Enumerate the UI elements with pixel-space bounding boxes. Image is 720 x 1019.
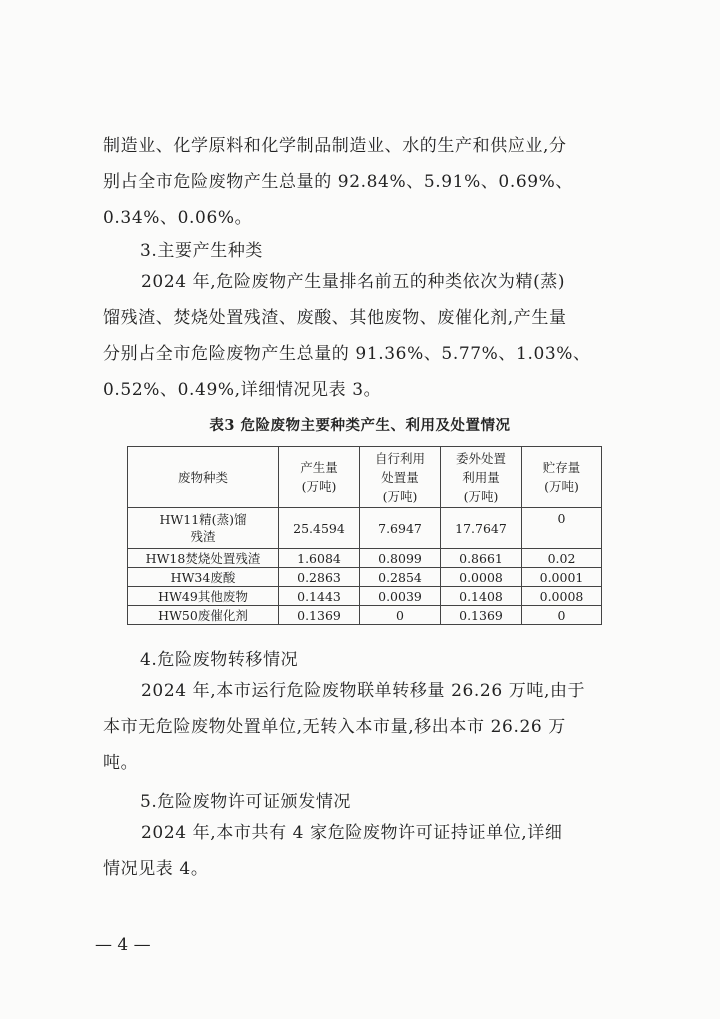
section-3-heading: 3.主要产生种类 [140,241,264,261]
text-line: 制造业、化学原料和化学制品制造业、水的生产和供应业,分 [103,136,567,156]
table-cell: 0.02 [522,549,602,568]
table-cell: 0.2854 [360,568,441,587]
column-header: 废物种类 [128,447,279,508]
column-header: 委外处置 利用量 (万吨) [441,447,522,508]
text-line: 别占全市危险废物产生总量的 92.84%、5.91%、0.69%、 [103,172,574,192]
text-line: 本市无危险废物处置单位,无转入本市量,移出本市 26.26 万 [103,717,566,737]
table-row [128,508,602,549]
text-line: 2024 年,本市运行危险废物联单转移量 26.26 万吨,由于 [141,681,586,701]
table-cell: 0.0008 [522,587,602,606]
table-cell: HW18焚烧处置残渣 [128,549,279,568]
table-3 [127,446,602,625]
table-cell: 0.8099 [360,549,441,568]
section-5-heading: 5.危险废物许可证颁发情况 [140,792,352,812]
table-3-caption: 表3 危险废物主要种类产生、利用及处置情况 [209,417,511,434]
section-4-paragraph [103,673,633,781]
table-cell: HW11精(蒸)馏 残渣 [128,508,279,549]
table-cell: 0.1369 [279,606,360,625]
table-cell: 0.1408 [441,587,522,606]
text-line: 2024 年,危险废物产生量排名前五的种类依次为精(蒸) [141,272,566,292]
text-line: 情况见表 4。 [103,859,209,879]
table-cell: 25.4594 [279,508,360,549]
text-line: 0.52%、0.49%,详细情况见表 3。 [103,380,382,400]
section-5-paragraph [103,815,633,887]
text-line: 分别占全市危险废物产生总量的 91.36%、5.77%、1.03%、 [103,344,591,364]
table-cell: HW50废催化剂 [128,606,279,625]
table-cell: 0.8661 [441,549,522,568]
table-cell: 7.6947 [360,508,441,549]
table-cell: 0 [522,508,602,549]
intro-paragraph [103,128,633,236]
text-line: 吨。 [103,753,139,773]
table-cell: 1.6084 [279,549,360,568]
table-cell: 17.7647 [441,508,522,549]
section-4-heading: 4.危险废物转移情况 [140,650,299,670]
section-3-paragraph [103,264,633,408]
table-cell: 0.1369 [441,606,522,625]
column-header: 产生量 (万吨) [279,447,360,508]
table-row [128,568,602,587]
table-cell: HW34废酸 [128,568,279,587]
text-line: 2024 年,本市共有 4 家危险废物许可证持证单位,详细 [141,823,563,843]
table-row [128,549,602,568]
text-line: 馏残渣、焚烧处置残渣、废酸、其他废物、废催化剂,产生量 [103,308,567,328]
text-line: 0.34%、0.06%。 [103,208,253,228]
page-number: — 4 — [95,935,151,955]
table-cell: 0.1443 [279,587,360,606]
table-cell: 0 [360,606,441,625]
column-header: 贮存量 (万吨) [522,447,602,508]
table-cell: 0.0008 [441,568,522,587]
table-row [128,587,602,606]
table-cell: HW49其他废物 [128,587,279,606]
table-row [128,606,602,625]
table-header-row [128,447,602,508]
table-cell: 0.2863 [279,568,360,587]
table-cell: 0 [522,606,602,625]
table-cell: 0.0039 [360,587,441,606]
table-cell: 0.0001 [522,568,602,587]
column-header: 自行利用 处置量 (万吨) [360,447,441,508]
